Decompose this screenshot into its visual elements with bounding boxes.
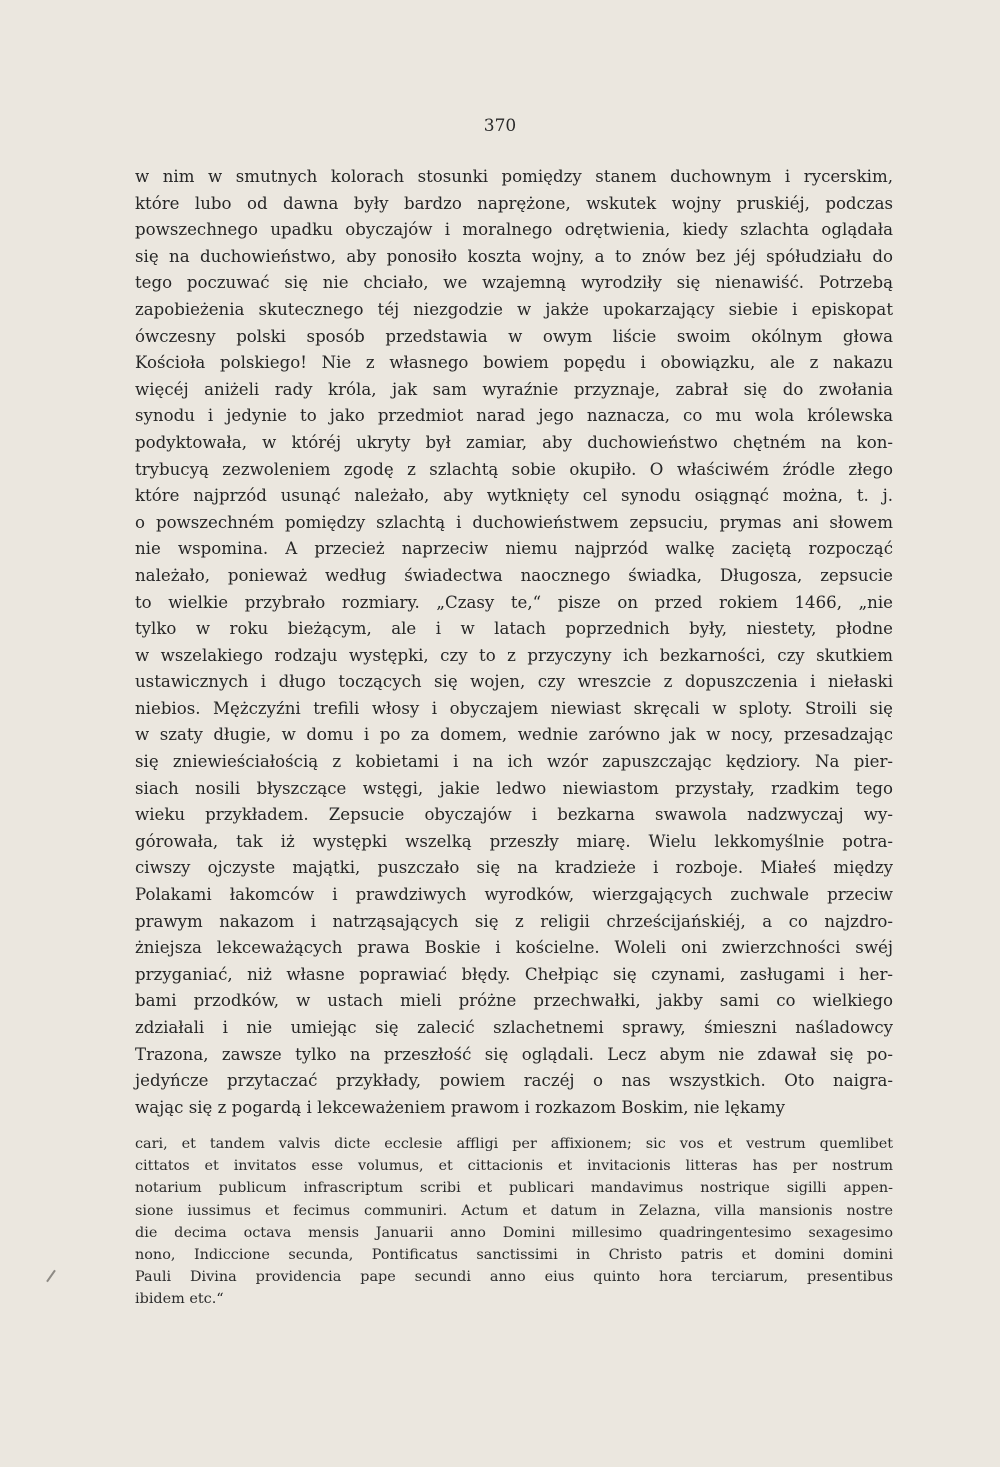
text-line: trybucyą zezwoleniem zgodę z szlachtą sobie okupiło. O właściwém źródle złego [135, 459, 893, 479]
text-line: Kościoła polskiego! Nie z własnego bowiem popędu i obowiązku, ale z nakazu [135, 353, 893, 373]
text-line: się na duchowieństwo, aby ponosiło koszta wojny, a to znów bez jéj spółudziału do [135, 246, 893, 266]
text-line: niebios. Mężczyźni trefili włosy i obyczajem niewiast skręcali w sploty. Stroili się [135, 698, 893, 718]
text-line: jedyńcze przytaczać przykłady, powiem raczéj o nas wszystkich. Oto naigra- [135, 1071, 893, 1091]
text-line: siach nosili błyszczące wstęgi, jakie ledwo niewiastom przystały, rzadkim tego [135, 778, 893, 798]
text-line: przyganiać, niż własne poprawiać błędy. Chełpiąc się czynami, zasługami i her- [135, 964, 893, 984]
text-line: należało, ponieważ według świadectwa naocznego świadka, Długosza, zepsucie [135, 565, 893, 585]
footnote [135, 1133, 893, 1311]
text-line: podyktowała, w któréj ukryty był zamiar, aby duchowieństwo chętném na kon- [135, 432, 893, 452]
text-line: wając się z pogardą i lekceważeniem prawom i rozkazom Boskim, nie lękamy [135, 1097, 786, 1117]
text-line: w nim w smutnych kolorach stosunki pomiędzy stanem duchownym i rycerskim, [135, 167, 893, 186]
text-line: w wszelakiego rodzaju występki, czy to z przyczyny ich bezkarności, czy skutkiem [135, 645, 893, 665]
text-line: ówczesny polski sposób przedstawia w owym liście swoim okólnym głowa [135, 326, 893, 346]
text-line: Polakami łakomców i prawdziwych wyrodków, wierzgających zuchwale przeciw [135, 885, 893, 905]
footnote-line: cari, et tandem valvis dicte ecclesie affligi per affixionem; sic vos et vestrum quemlibet [135, 1136, 893, 1152]
main-text [135, 164, 893, 1121]
text-line: tego poczuwać się nie chciało, we wzajemną wyrodziły się nienawiść. Potrzebą [135, 273, 893, 293]
text-line: synodu i jedynie to jako przedmiot narad jego naznacza, co mu wola królewska [135, 406, 893, 426]
text-line: więcéj aniżeli rady króla, jak sam wyraźnie przyznaje, zabrał się do zwołania [135, 379, 893, 399]
text-line: się zniewieściałością z kobietami i na ich wzór zapuszczając kędziory. Na pier- [135, 752, 893, 772]
text-line: ustawicznych i długo toczących się wojen, czy wreszcie z dopuszczenia i niełaski [135, 672, 893, 692]
footnote-line: nono, Indiccione secunda, Pontificatus sanctissimi in Christo patris et domini domini [135, 1246, 893, 1263]
footnote-line: notarium publicum infrascriptum scribi et publicari mandavimus nostrique sigilli appen- [135, 1180, 893, 1197]
footnote-line: Pauli Divina providencia pape secundi anno eius quinto hora terciarum, presentibus [135, 1269, 893, 1286]
text-line: które lubo od dawna były bardzo naprężone, wskutek wojny pruskiéj, podczas [135, 193, 893, 213]
text-line: to wielkie przybrało rozmiary. „Czasy te,“ pisze on przed rokiem 1466, „nie [135, 592, 893, 612]
text-line: żniejsza lekceważących prawa Boskie i kościelne. Woleli oni zwierzchności swéj [135, 938, 893, 958]
text-line: w szaty długie, w domu i po za domem, wednie zarówno jak w nocy, przesadzając [135, 725, 893, 745]
footnote-line: cittatos et invitatos esse volumus, et cittacionis et invitacionis litteras has per nostrum [135, 1158, 893, 1175]
text-line: o powszechném pomiędzy szlachtą i duchowieństwem zepsuciu, prymas ani słowem [135, 512, 893, 532]
text-line: tylko w roku bieżącym, ale i w latach poprzednich były, niestety, płodne [135, 619, 893, 639]
scan-mark [46, 1270, 56, 1283]
text-line: zapobieżenia skutecznego téj niezgodzie w jakże upokarzający siebie i episkopat [135, 299, 893, 319]
text-line: które najprzód usunąć należało, aby wytknięty cel synodu osiągnąć można, t. j. [135, 486, 893, 506]
page-number: 370 [483, 116, 517, 136]
text-line: Trazona, zawsze tylko na przeszłość się oglądali. Lecz abym nie zdawał się po- [135, 1044, 893, 1064]
text-line: zdziałali i nie umiejąc się zalecić szlachetnemi sprawy, śmieszni naśladowcy [135, 1018, 893, 1037]
text-line: wieku przykładem. Zepsucie obyczajów i bezkarna swawola nadzwyczaj wy- [135, 805, 893, 825]
footnote-line: ibidem etc.“ [135, 1291, 224, 1308]
footnote-line: die decima octava mensis Januarii anno Domini millesimo quadringentesimo sexagesimo [135, 1224, 893, 1241]
text-line: górowała, tak iż występki wszelką przeszły miarę. Wielu lekkomyślnie potra- [135, 831, 893, 851]
text-line: nie wspomina. A przecież naprzeciw niemu najprzód walkę zaciętą rozpocząć [135, 539, 893, 559]
text-line: prawym nakazom i natrząsających się z religii chrześcijańskiéj, a co najzdro- [135, 911, 893, 931]
text-line: ciwszy ojczyste majątki, puszczało się na kradzieże i rozboje. Miałeś między [135, 858, 893, 878]
text-line: powszechnego upadku obyczajów i moralnego odrętwienia, kiedy szlachta oglądała [135, 220, 893, 240]
footnote-line: sione iussimus et fecimus communiri. Actum et datum in Zelazna, villa mansionis nostre [135, 1202, 893, 1219]
text-line: bami przodków, w ustach mieli próżne przechwałki, jakby sami co wielkiego [135, 991, 893, 1011]
